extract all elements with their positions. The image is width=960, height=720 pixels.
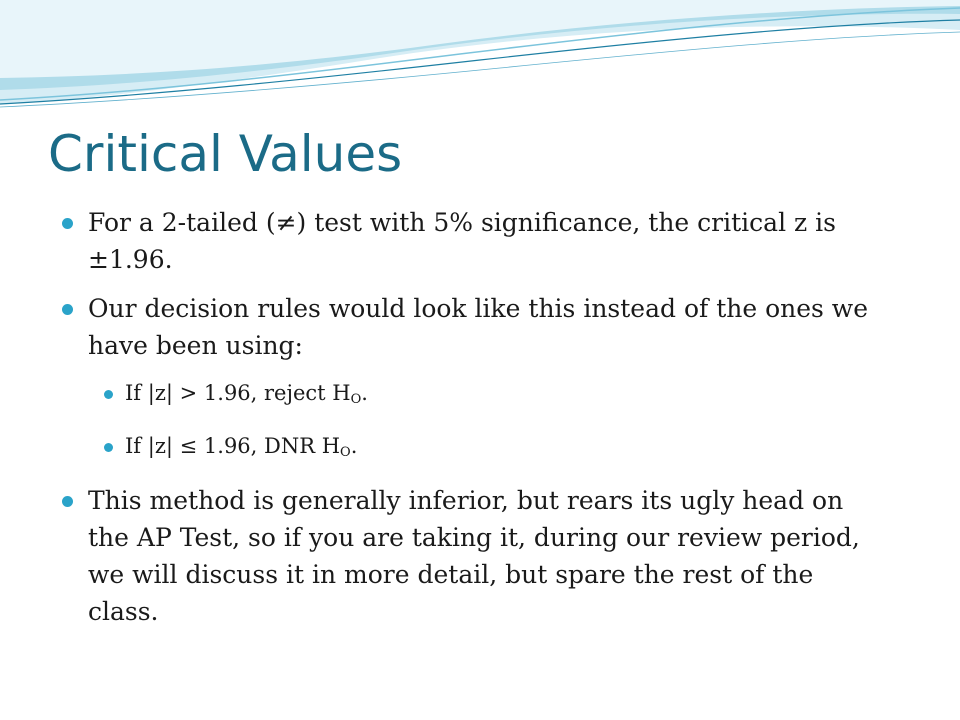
bullet-text: For a 2-tailed (≠) test with 5% significance, the critical z is ±1.96. [88,208,836,274]
slide-title: Critical Values [48,125,403,183]
bullet-item [0,482,960,630]
sub-bullet-item [0,429,960,470]
bullet-dot-icon [62,304,73,315]
sub-bullet-dot-icon [104,443,113,452]
sub-bullet-dot-icon [104,390,113,399]
sub-bullet-suffix: . [350,434,358,458]
wave-header-decoration [0,0,960,120]
bullet-dot-icon [62,218,73,229]
subscript-o: O [340,445,351,460]
slide-body [0,204,960,642]
bullet-text: Our decision rules would look like this instead of the ones we have been using: [88,294,869,360]
bullet-dot-icon [62,496,73,507]
bullet-item [0,204,960,278]
bullet-text: This method is generally inferior, but rears its ugly head on the AP Test, so if you are taking it, during our review period, we will discuss it in more detail, but spare the rest of the class. [88,486,860,626]
bullet-item [0,290,960,364]
sub-bullet-item [0,376,960,417]
sub-bullet-text: If |z| ≤ 1.96, DNR H [125,434,341,458]
sub-bullet-text: If |z| > 1.96, reject H [125,381,351,405]
subscript-o: O [350,392,362,407]
sub-bullet-suffix: . [361,381,368,405]
